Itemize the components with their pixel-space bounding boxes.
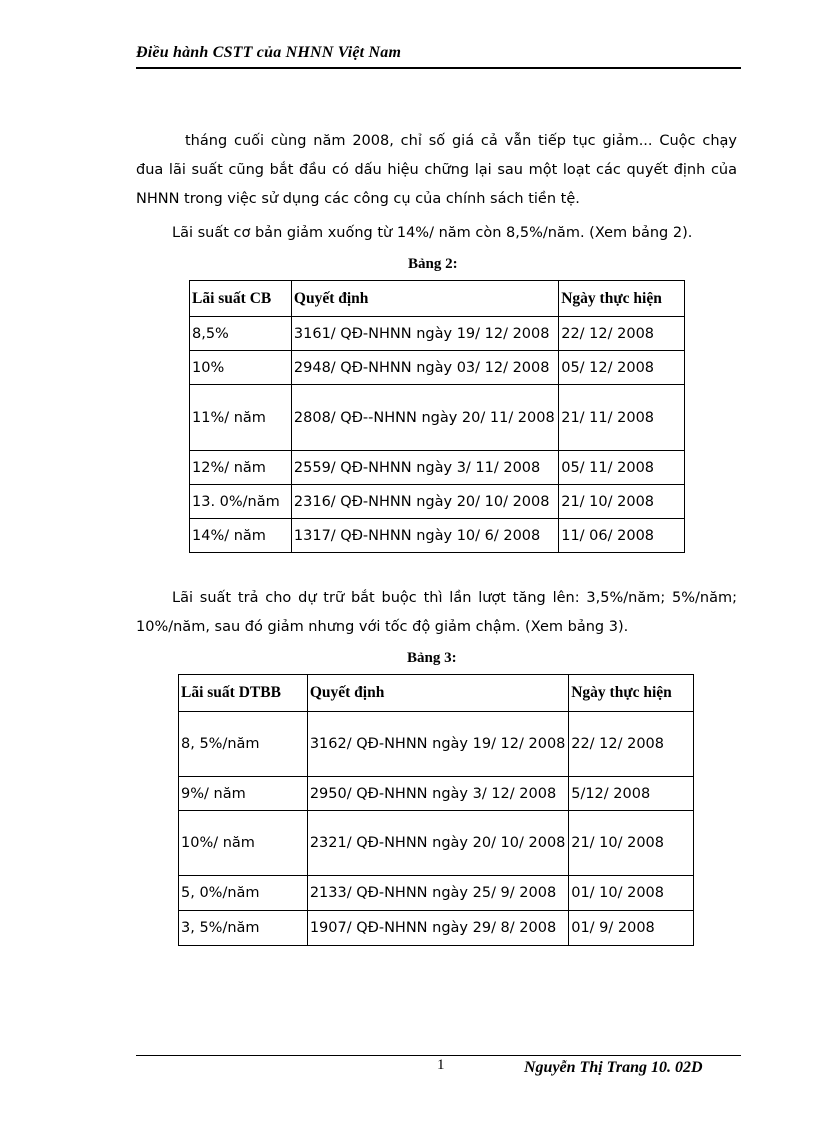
table-cell: 3161/ QĐ-NHNN ngày 19/ 12/ 2008 [291, 317, 558, 351]
table-cell: 12%/ năm [190, 451, 292, 485]
table-cell: 5/12/ 2008 [569, 777, 694, 811]
page-number: 1 [437, 1057, 445, 1073]
table-cell: 10%/ năm [179, 811, 308, 876]
table-row [190, 485, 685, 519]
table-cell: 9%/ năm [179, 777, 308, 811]
table-cell: 3162/ QĐ-NHNN ngày 19/ 12/ 2008 [307, 712, 568, 777]
table-header-cell: Lãi suất CB [190, 281, 292, 317]
table-cell: 05/ 11/ 2008 [559, 451, 685, 485]
table-row [179, 811, 694, 876]
table-header-cell: Quyết định [307, 675, 568, 712]
table-header-cell: Quyết định [291, 281, 558, 317]
footer-author: Nguyễn Thị Trang 10. 02D [524, 1059, 703, 1076]
table-2-caption: Bảng 2: [408, 256, 458, 272]
table-cell: 22/ 12/ 2008 [569, 712, 694, 777]
table-row [179, 911, 694, 946]
table-cell: 21/ 10/ 2008 [559, 485, 685, 519]
table-header-cell: Lãi suất DTBB [179, 675, 308, 712]
table-3-caption: Bảng 3: [407, 650, 457, 666]
table-cell: 2316/ QĐ-NHNN ngày 20/ 10/ 2008 [291, 485, 558, 519]
table-2 [189, 280, 685, 553]
table-cell: 2808/ QĐ--NHNN ngày 20/ 11/ 2008 [291, 385, 558, 451]
table-row [179, 675, 694, 712]
paragraph-1: tháng cuối cùng năm 2008, chỉ số giá cả vẫn tiếp tục giảm... Cuộc chạy đua lãi suất cũng bắt đầu có dấu hiệu chững lại sau một loạt các quyết định của NHNN trong việc sử dụng các công cụ của chính sách tiền tệ. [136, 133, 737, 207]
table-cell: 2948/ QĐ-NHNN ngày 03/ 12/ 2008 [291, 351, 558, 385]
table-cell: 14%/ năm [190, 519, 292, 553]
table-cell: 21/ 10/ 2008 [569, 811, 694, 876]
page-header-title: Điều hành CSTT của NHNN Việt Nam [136, 44, 402, 61]
table-cell: 2950/ QĐ-NHNN ngày 3/ 12/ 2008 [307, 777, 568, 811]
table-cell: 13. 0%/năm [190, 485, 292, 519]
table-cell: 11%/ năm [190, 385, 292, 451]
table-cell: 8,5% [190, 317, 292, 351]
table-cell: 10% [190, 351, 292, 385]
table-cell: 01/ 9/ 2008 [569, 911, 694, 946]
table-cell: 2133/ QĐ-NHNN ngày 25/ 9/ 2008 [307, 876, 568, 911]
table-header-cell: Ngày thực hiện [559, 281, 685, 317]
table-cell: 05/ 12/ 2008 [559, 351, 685, 385]
table-cell: 01/ 10/ 2008 [569, 876, 694, 911]
table-cell: 3, 5%/năm [179, 911, 308, 946]
table-row [190, 351, 685, 385]
table-row [190, 317, 685, 351]
table-cell: 2559/ QĐ-NHNN ngày 3/ 11/ 2008 [291, 451, 558, 485]
table-row [190, 281, 685, 317]
paragraph-3: Lãi suất trả cho dự trữ bắt buộc thì lần lượt tăng lên: 3,5%/năm; 5%/năm; 10%/năm, sau đó giảm nhưng với tốc độ giảm chậm. (Xem bảng 3). [136, 590, 737, 635]
table-header-cell: Ngày thực hiện [569, 675, 694, 712]
table-3 [178, 674, 694, 946]
table-row [179, 777, 694, 811]
table-cell: 8, 5%/năm [179, 712, 308, 777]
table-cell: 22/ 12/ 2008 [559, 317, 685, 351]
table-row [190, 519, 685, 553]
header-divider [136, 67, 741, 69]
paragraph-2: Lãi suất cơ bản giảm xuống từ 14%/ năm còn 8,5%/năm. (Xem bảng 2). [172, 225, 693, 241]
table-row [190, 385, 685, 451]
table-row [190, 451, 685, 485]
table-cell: 1907/ QĐ-NHNN ngày 29/ 8/ 2008 [307, 911, 568, 946]
table-row [179, 712, 694, 777]
table-cell: 11/ 06/ 2008 [559, 519, 685, 553]
table-row [179, 876, 694, 911]
footer-divider [136, 1055, 741, 1056]
table-cell: 21/ 11/ 2008 [559, 385, 685, 451]
table-cell: 2321/ QĐ-NHNN ngày 20/ 10/ 2008 [307, 811, 568, 876]
table-cell: 5, 0%/năm [179, 876, 308, 911]
table-cell: 1317/ QĐ-NHNN ngày 10/ 6/ 2008 [291, 519, 558, 553]
